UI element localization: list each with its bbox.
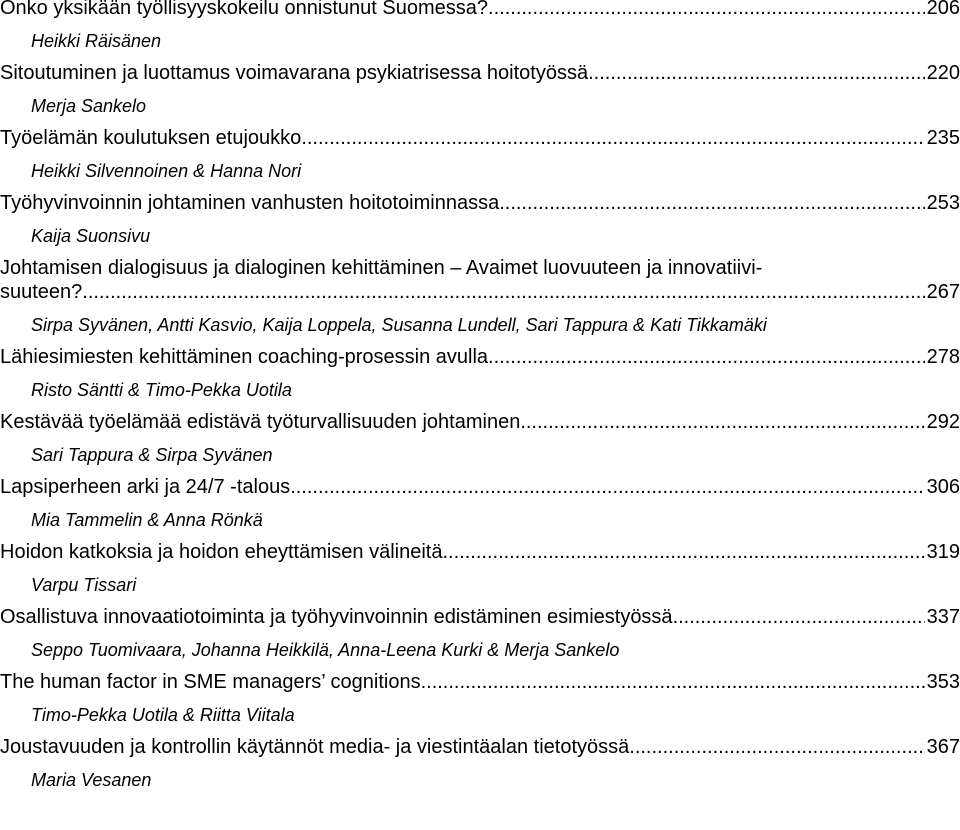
- toc-authors: Seppo Tuomivaara, Johanna Heikkilä, Anna-Leena Kurki & Merja Sankelo: [31, 640, 620, 660]
- toc-entry: [0, 126, 960, 182]
- toc-title-line: [0, 540, 960, 564]
- toc-title: Joustavuuden ja kontrollin käytännöt media- ja viestintäalan tietotyössä: [0, 736, 630, 758]
- dot-leader: [301, 126, 924, 150]
- toc-title: suuteen?: [0, 281, 83, 303]
- toc-entry: [0, 475, 960, 531]
- toc-title: Hoidon katkoksia ja hoidon eheyttämisen välineitä: [0, 541, 443, 563]
- toc-authors: Heikki Silvennoinen & Hanna Nori: [31, 161, 302, 181]
- toc-authors: Sari Tappura & Sirpa Syvänen: [31, 445, 273, 465]
- toc-title-line: [0, 670, 960, 694]
- toc-title-line: [0, 410, 960, 434]
- toc-title-line: [0, 126, 960, 150]
- toc-page-number: 367: [926, 736, 960, 758]
- dot-leader: [673, 605, 925, 629]
- toc-authors: Timo-Pekka Uotila & Riitta Viitala: [31, 705, 295, 725]
- toc-title-line: [0, 280, 960, 304]
- toc-page-number: 278: [926, 346, 960, 368]
- toc-title: Osallistuva innovaatiotoiminta ja työhyvinvoinnin edistäminen esimiestyössä: [0, 606, 673, 628]
- dot-leader: [290, 475, 924, 499]
- toc-authors: Mia Tammelin & Anna Rönkä: [31, 510, 263, 530]
- toc-page-number: 206: [926, 0, 960, 19]
- dot-leader: [443, 540, 925, 564]
- toc-page-number: 337: [926, 606, 960, 628]
- dot-leader: [520, 410, 924, 434]
- toc-title: Työhyvinvoinnin johtaminen vanhusten hoitotoiminnassa: [0, 192, 500, 214]
- toc-title: Lähiesimiesten kehittäminen coaching-prosessin avulla: [0, 346, 489, 368]
- toc-title-line: [0, 735, 960, 759]
- toc-title: Työelämän koulutuksen etujoukko: [0, 127, 302, 149]
- toc-title: Lapsiperheen arki ja 24/7 -talous: [0, 476, 291, 498]
- toc-page-number: 235: [926, 127, 960, 149]
- toc-entry: [0, 670, 960, 726]
- dot-leader: [82, 280, 924, 304]
- toc-title-line: [0, 0, 960, 20]
- dot-leader: [421, 670, 925, 694]
- toc-entry: [0, 191, 960, 247]
- dot-leader: [488, 0, 925, 20]
- toc-authors: Varpu Tissari: [31, 575, 137, 595]
- toc-entry: [0, 410, 960, 466]
- toc-title: Kestävää työelämää edistävä työturvallisuuden johtaminen: [0, 411, 521, 433]
- toc-entry: [0, 735, 960, 791]
- toc-entry: [0, 540, 960, 596]
- dot-leader: [488, 345, 925, 369]
- toc-page-number: 353: [926, 671, 960, 693]
- toc-title-line: [0, 345, 960, 369]
- toc-authors: Kaija Suonsivu: [31, 226, 151, 246]
- toc-authors: Heikki Räisänen: [31, 31, 162, 51]
- toc-authors: Risto Säntti & Timo-Pekka Uotila: [31, 380, 292, 400]
- toc-entry: [0, 61, 960, 117]
- dot-leader: [499, 191, 924, 215]
- toc-title: Onko yksikään työllisyyskokeilu onnistunut Suomessa?: [0, 0, 489, 19]
- toc-page-number: 253: [926, 192, 960, 214]
- toc-entry: [0, 605, 960, 661]
- toc-entry: [0, 345, 960, 401]
- toc-authors: Sirpa Syvänen, Antti Kasvio, Kaija Loppela, Susanna Lundell, Sari Tappura & Kati Tikkamäki: [31, 315, 767, 335]
- toc-page-number: 292: [926, 411, 960, 433]
- toc-entry: [0, 256, 960, 336]
- toc-title-line: [0, 605, 960, 629]
- toc-authors: Merja Sankelo: [31, 96, 147, 116]
- toc-title: The human factor in SME managers’ cognitions: [0, 671, 421, 693]
- toc-title-first-line: Johtamisen dialogisuus ja dialoginen kehittäminen – Avaimet luovuuteen ja innovatiivi-: [0, 257, 763, 279]
- toc-entry: [0, 0, 960, 52]
- toc-page-number: 267: [926, 281, 960, 303]
- toc-authors: Maria Vesanen: [31, 770, 152, 790]
- dot-leader: [629, 735, 924, 759]
- dot-leader: [588, 61, 925, 85]
- toc-page-number: 306: [926, 476, 960, 498]
- toc-title-line: [0, 191, 960, 215]
- toc-title-line: [0, 61, 960, 85]
- toc-page-number: 220: [926, 62, 960, 84]
- toc-title-line: [0, 475, 960, 499]
- toc-title: Sitoutuminen ja luottamus voimavarana psykiatrisessa hoitotyössä: [0, 62, 589, 84]
- toc-page-number: 319: [926, 541, 960, 563]
